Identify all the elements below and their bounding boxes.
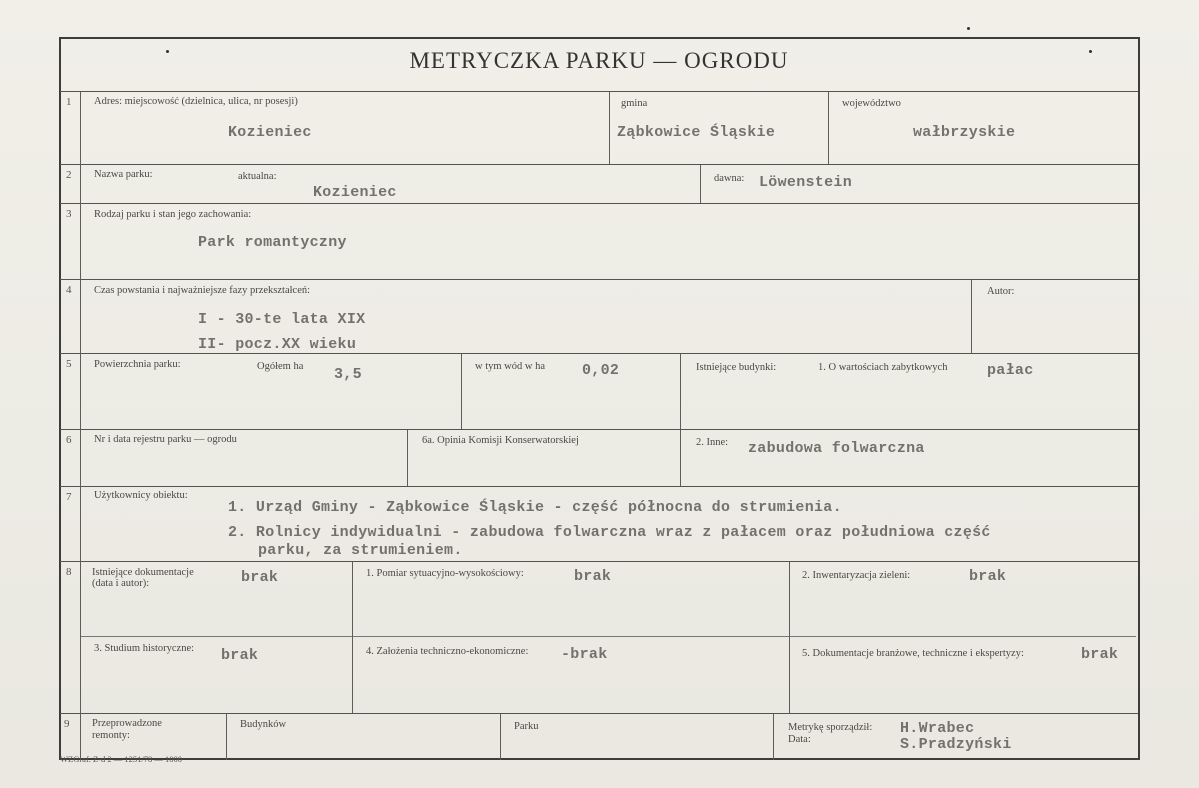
phase-line-2: II- pocz.XX wieku bbox=[198, 336, 357, 353]
cell-divider bbox=[680, 354, 681, 429]
number-column-divider bbox=[80, 92, 81, 760]
gmina-label: gmina bbox=[621, 98, 648, 109]
print-footer: WZGraf. Z-d 2 — 1251/78 — 1000 bbox=[60, 754, 183, 764]
current-name-label: aktualna: bbox=[238, 171, 277, 182]
former-name-value: Löwenstein bbox=[759, 174, 853, 191]
row-number: 8 bbox=[66, 566, 72, 578]
commission-opinion-label: 6a. Opinia Komisji Konserwatorskiej bbox=[422, 435, 579, 446]
former-name-label: dawna: bbox=[714, 173, 745, 184]
park-type-value: Park romantyczny bbox=[198, 234, 347, 251]
tech-assumptions-label: 4. Założenia techniczno-ekonomiczne: bbox=[366, 646, 529, 657]
row-divider bbox=[60, 91, 1138, 92]
cell-divider bbox=[700, 165, 701, 203]
form-title: METRYCZKA PARKU — OGRODU bbox=[409, 48, 789, 73]
voivodeship-label: województwo bbox=[842, 98, 901, 109]
branch-docs-label: 5. Dokumentacje branżowe, techniczne i ekspertyzy: bbox=[802, 648, 1024, 659]
cell-divider bbox=[680, 430, 681, 486]
cell-divider bbox=[407, 430, 408, 486]
docs-label: Istniejące dokumentacje bbox=[92, 567, 194, 578]
survey-value: brak bbox=[574, 568, 612, 585]
row-divider bbox=[60, 429, 1138, 430]
cell-divider bbox=[226, 714, 227, 760]
row-number: 4 bbox=[66, 284, 72, 296]
user-line-3: parku, za strumieniem. bbox=[258, 542, 463, 559]
user-line-2: 2. Rolnicy indywidualni - zabudowa folwarczna wraz z pałacem oraz południowa część bbox=[228, 524, 991, 541]
prepared-by-name-2: S.Pradzyński bbox=[900, 736, 1012, 753]
row-divider bbox=[60, 713, 1138, 714]
row-divider bbox=[60, 353, 1138, 354]
renovations-label: Przeprowadzone bbox=[92, 718, 162, 729]
row-divider bbox=[60, 279, 1138, 280]
total-area-label: Ogółem ha bbox=[257, 361, 304, 372]
history-study-label: 3. Studium historyczne: bbox=[94, 643, 195, 654]
cell-divider bbox=[773, 714, 774, 760]
row-divider bbox=[80, 636, 1136, 637]
gmina-value: Ząbkowice Śląskie bbox=[617, 124, 776, 141]
docs-value: brak bbox=[241, 569, 279, 586]
row-number: 6 bbox=[66, 434, 72, 446]
other-buildings-value: zabudowa folwarczna bbox=[748, 440, 925, 457]
cell-divider bbox=[828, 92, 829, 164]
address-value: Kozieniec bbox=[228, 124, 312, 141]
survey-label: 1. Pomiar sytuacyjno-wysokościowy: bbox=[366, 568, 524, 579]
greenery-label: 2. Inwentaryzacja zieleni: bbox=[802, 570, 911, 581]
voivodeship-value: wałbrzyskie bbox=[913, 124, 1016, 141]
ink-dot bbox=[967, 27, 970, 30]
monuments-label: 1. O wartościach zabytkowych bbox=[818, 362, 948, 373]
row-number: 5 bbox=[66, 358, 72, 370]
current-name-value: Kozieniec bbox=[313, 184, 397, 201]
cell-divider bbox=[789, 562, 790, 713]
park-type-label: Rodzaj parku i stan jego zachowania: bbox=[94, 209, 252, 220]
park-area-label: Powierzchnia parku: bbox=[94, 359, 181, 370]
cell-divider bbox=[461, 354, 462, 429]
row-divider bbox=[60, 164, 1138, 165]
cell-divider bbox=[500, 714, 501, 760]
cell-divider bbox=[609, 92, 610, 164]
cell-divider bbox=[352, 562, 353, 713]
row-divider bbox=[60, 486, 1138, 487]
cell-divider bbox=[971, 280, 972, 353]
row-divider bbox=[60, 561, 1138, 562]
park-name-label: Nazwa parku: bbox=[94, 169, 153, 180]
water-area-value: 0,02 bbox=[582, 362, 620, 379]
row-number: 3 bbox=[66, 208, 72, 220]
tech-assumptions-value: -brak bbox=[561, 646, 608, 663]
phases-label: Czas powstania i najważniejsze fazy przekształceń: bbox=[94, 285, 311, 296]
user-line-1: 1. Urząd Gminy - Ząbkowice Śląskie - część północna do strumienia. bbox=[228, 499, 842, 516]
prepared-by-name-1: H.Wrabec bbox=[900, 720, 975, 737]
row-number: 1 bbox=[66, 96, 72, 108]
buildings-label: Istniejące budynki: bbox=[696, 362, 777, 373]
date-label: Data: bbox=[788, 734, 811, 745]
users-label: Użytkownicy obiektu: bbox=[94, 490, 188, 501]
row-divider bbox=[60, 203, 1138, 204]
renovations-label-sub: remonty: bbox=[92, 730, 130, 741]
address-label: Adres: miejscowość (dzielnica, ulica, nr posesji) bbox=[94, 96, 298, 107]
total-area-value: 3,5 bbox=[334, 366, 362, 383]
history-study-value: brak bbox=[221, 647, 259, 664]
row-number: 2 bbox=[66, 169, 72, 181]
monuments-value: pałac bbox=[987, 362, 1034, 379]
row-number: 9 bbox=[64, 718, 70, 730]
author-label: Autor: bbox=[987, 286, 1015, 297]
phase-line-1: I - 30-te lata XIX bbox=[198, 311, 366, 328]
buildings-renov-label: Budynków bbox=[240, 719, 287, 730]
park-renov-label: Parku bbox=[514, 721, 539, 732]
water-area-label: w tym wód w ha bbox=[475, 361, 545, 372]
prepared-by-label: Metrykę sporządził: bbox=[788, 722, 873, 733]
docs-label-sub: (data i autor): bbox=[92, 578, 150, 589]
greenery-value: brak bbox=[969, 568, 1007, 585]
branch-docs-value: brak bbox=[1081, 646, 1119, 663]
other-buildings-label: 2. Inne: bbox=[696, 437, 729, 448]
register-label: Nr i data rejestru parku — ogrodu bbox=[94, 434, 237, 445]
row-number: 7 bbox=[66, 491, 72, 503]
